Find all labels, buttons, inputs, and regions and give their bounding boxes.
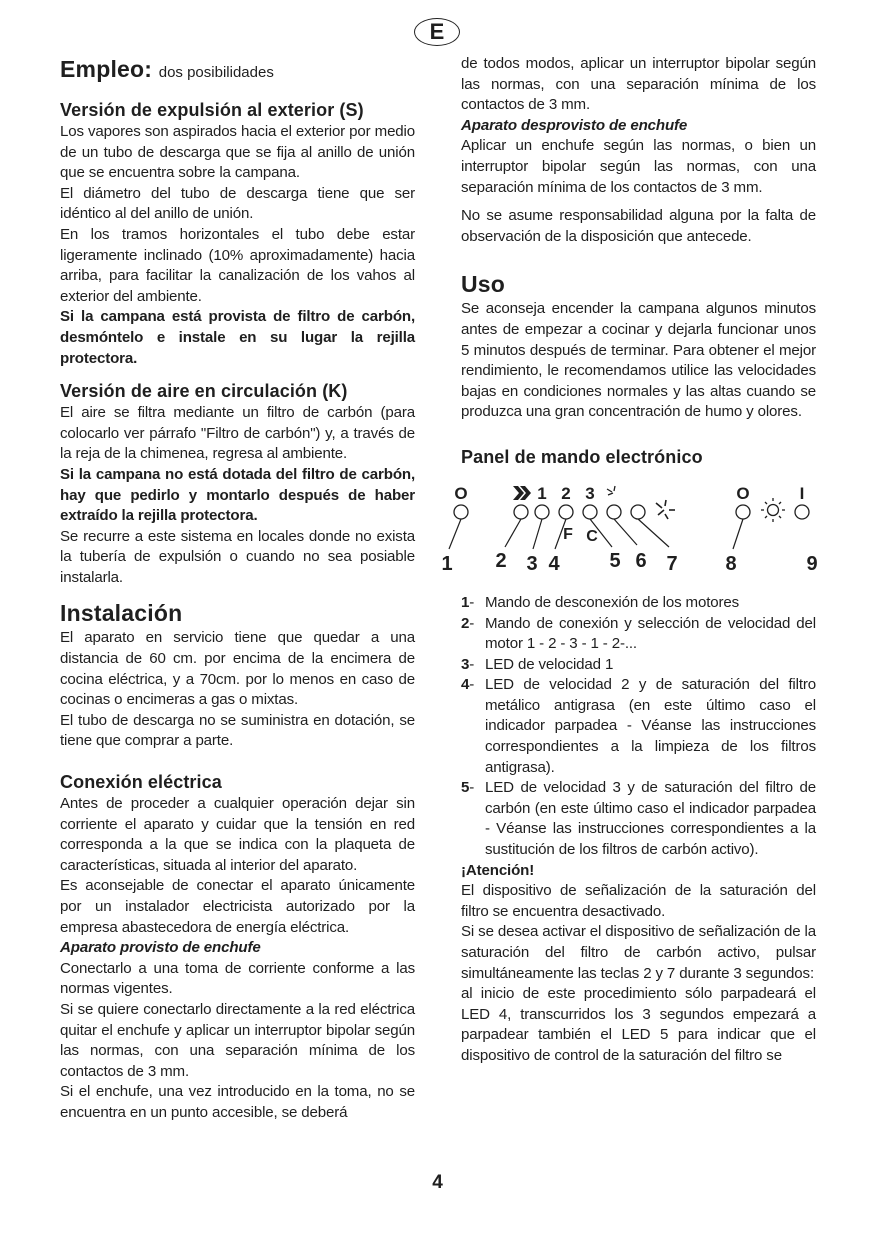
- panel-label-off: O: [454, 483, 468, 503]
- paragraph: El dispositivo de señalización de la saturación del filtro se encuentra desactivado.: [461, 882, 816, 920]
- control-legend-list: [461, 593, 816, 861]
- section-title-expulsion: Versión de expulsión al exterior (S): [60, 100, 364, 120]
- paragraph: El tubo de descarga no se suministra en dotación, se tiene que comprar a parte.: [60, 711, 415, 750]
- section-title-electrical-connection: Conexión eléctrica: [60, 772, 222, 793]
- paragraph: Se recurre a este sistema en locales donde no exista la tubería de expulsión o cuando no sea posiable instalarla.: [60, 527, 415, 586]
- paragraph: Se aconseja encender la campana algunos minutos antes de empezar a cocinar y dejarla funcionar unos 5 minutos después de terminar. Para obtener el mejor rendimiento, le recomendamos utilice las velocidades bajas en condiciones normales y las altas cuando se produzca una gran concentración de humo y olores.: [461, 300, 816, 421]
- paragraph: al inicio de este procedimiento sólo parpadeará el LED 4, transcurridos los 3 segundos empezará a parpadear también el LED 5 para indicar que el dispositivo de control de la saturación del filtro se: [461, 985, 816, 1064]
- subsection-title-without-plug: Aparato desprovisto de enchufe: [461, 116, 688, 134]
- page-number: 4: [432, 1172, 443, 1193]
- paragraph: Si el enchufe, una vez introducido en la toma, no se encuentra en un punto accesible, se deberá: [60, 1083, 415, 1121]
- empleo-subtitle: dos posibilidades: [158, 64, 274, 81]
- empleo-title: Empleo:: [60, 56, 153, 82]
- paragraph: No se asume responsabilidad alguna por la falta de observación de la disposición que antecede.: [461, 207, 816, 245]
- paragraph: Antes de proceder a cualquier operación dejar sin corriente el aparato y cuidar que la tensión en red corresponda a la que se indica con la plaqueta de características, situada al interior del aparato.: [60, 795, 415, 874]
- callout-7: 7: [666, 552, 678, 575]
- list-item-number: 1: [461, 593, 470, 611]
- section-title-installation: Instalación: [60, 600, 183, 627]
- list-item-number: 3: [461, 655, 470, 673]
- list-item-number: 4: [461, 676, 470, 694]
- list-item: 2- Mando de conexión y selección de velocidad del motor 1 - 2 - 3 - 1 - 2-...: [461, 614, 816, 653]
- list-item: 4- LED de velocidad 2 y de saturación del filtro metálico antigrasa (en este último caso el indicador parpadea - Véanse las instrucciones correspondientes a la limpieza de los filtros antigrasa).: [461, 676, 816, 776]
- callout-5: 5: [609, 549, 621, 572]
- list-item-text: LED de velocidad 2 y de saturación del filtro metálico antigrasa (en este último caso el indicador parpadea - Véanse las instrucciones correspondientes a la limpieza de los filtros antigrasa).: [485, 676, 816, 776]
- callout-8: 8: [725, 552, 737, 575]
- paragraph: Es aconsejable de conectar el aparato únicamente por un instalador electricista autorizado por la empresa abastecedora de energía eléctrica.: [60, 877, 415, 936]
- control-panel-diagram: [441, 483, 823, 583]
- list-item: 5- LED de velocidad 3 y de saturación del filtro de carbón (en este último caso el indicador parpadea - Véanse las instrucciones correspondientes a la sustitución de los filtros de carbón activo).: [461, 779, 816, 859]
- bold-notice: Si la campana está provista de filtro de carbón, desmóntelo e instale en su lugar la rejilla protectora.: [60, 308, 415, 367]
- led-speed-1: [535, 505, 549, 519]
- panel-label-filter-c: C: [586, 527, 598, 545]
- paragraph: Si se desea activar el dispositivo de señalización de la saturación del filtro de carbón activo, pulsar simultáneamente las teclas 2 y 7 durante 3 segundos:: [461, 923, 816, 982]
- bold-notice: Si la campana no está dotada del filtro de carbón, hay que pedirlo y montarlo después de haber extraído la rejilla protectora.: [60, 465, 415, 525]
- panel-label-light-on: I: [799, 483, 805, 503]
- control-panel-svg: [441, 483, 823, 583]
- list-item-text: Mando de conexión y selección de velocidad del motor 1 - 2 - 3 - 1 - 2-...: [485, 614, 816, 653]
- list-item-text: LED de velocidad 1: [485, 655, 614, 673]
- list-item-number: 5: [461, 779, 470, 797]
- list-item: 1- Mando de desconexión de los motores: [461, 593, 740, 611]
- section-title-recirculation: Versión de aire en circulación (K): [60, 381, 348, 402]
- button-light-off[interactable]: [736, 505, 750, 519]
- paragraph: Aplicar un enchufe según las normas, o bien un interruptor bipolar según las normas, con una separación mínima de los contactos de 3 mm.: [461, 137, 816, 196]
- list-item: 3- LED de velocidad 1: [461, 655, 614, 673]
- list-item-text: Mando de desconexión de los motores: [485, 593, 740, 611]
- panel-label-filter-f: F: [563, 525, 573, 543]
- panel-label-light-off: O: [736, 483, 750, 503]
- callout-3: 3: [526, 552, 538, 575]
- list-item-text: LED de velocidad 3 y de saturación del filtro de carbón (en este último caso el indicador parpadea - Véanse las instrucciones correspondientes a la sustitución de los filtros de carbón activo).: [485, 779, 816, 859]
- section-title-uso: Uso: [461, 271, 506, 298]
- light-bulb-icon: [761, 498, 785, 522]
- panel-label-speed-3: 3: [585, 483, 595, 503]
- button-light-on[interactable]: [795, 505, 809, 519]
- language-badge: E: [414, 18, 460, 46]
- led-speed-2: [559, 505, 573, 519]
- speed-chevron-icon: [513, 486, 531, 500]
- paragraph: Si se quiere conectarlo directamente a la red eléctrica quitar el enchufe y aplicar un interruptor bipolar según las normas, con una separación mínima de los contactos de 3 mm.: [60, 1000, 415, 1080]
- callout-9: 9: [806, 552, 818, 575]
- paragraph: El aire se filtra mediante un filtro de carbón (para colocarlo ver párrafo "Filtro de carbón") y, a través de la reja de la chimenea, regresa al ambiente.: [60, 404, 415, 463]
- list-item-number: 2: [461, 614, 470, 632]
- fan-burst-large-icon: [656, 500, 675, 519]
- callout-2: 2: [495, 549, 507, 572]
- left-column: [60, 54, 415, 1124]
- button-motor-speed[interactable]: [514, 505, 528, 519]
- section-title-empleo: [60, 54, 415, 88]
- panel-label-speed-1: 1: [537, 483, 547, 503]
- paragraph: de todos modos, aplicar un interruptor bipolar según las normas, con una separación mínima de los contactos de 3 mm.: [461, 55, 816, 114]
- button-6[interactable]: [607, 505, 621, 519]
- subsection-title-with-plug: Aparato provisto de enchufe: [60, 939, 261, 957]
- paragraph: En los tramos horizontales el tubo debe estar ligeramente inclinado (10% aproximadamente) hacia arriba, para facilitar la canalización de los vahos al exterior del ambiente.: [60, 225, 415, 305]
- callout-4: 4: [548, 552, 560, 575]
- paragraph: Los vapores son aspirados hacia el exterior por medio de un tubo de descarga que se fija al anillo de unión que se encuentra sobre la campana.: [60, 123, 415, 182]
- panel-label-speed-2: 2: [561, 483, 571, 503]
- paragraph: Conectarlo a una toma de corriente conforme a las normas vigentes.: [60, 959, 415, 998]
- callout-1: 1: [441, 552, 453, 575]
- attention-title: ¡Atención!: [461, 861, 535, 879]
- fan-burst-small-icon: [607, 486, 615, 495]
- right-column: [441, 54, 818, 1067]
- callout-6: 6: [635, 549, 647, 572]
- button-7[interactable]: [631, 505, 645, 519]
- paragraph: El aparato en servicio tiene que quedar a una distancia de 60 cm. por encima de la encimera de cocina eléctrica, y a 70cm. por lo menos en caso de cocinas o encimeras a gas o mixtas.: [60, 629, 415, 709]
- section-title-control-panel: Panel de mando electrónico: [461, 446, 703, 467]
- paragraph: El diámetro del tubo de descarga tiene que ser idéntico al del anillo de unión.: [60, 184, 415, 223]
- led-speed-3: [583, 505, 597, 519]
- button-motor-off[interactable]: [454, 505, 468, 519]
